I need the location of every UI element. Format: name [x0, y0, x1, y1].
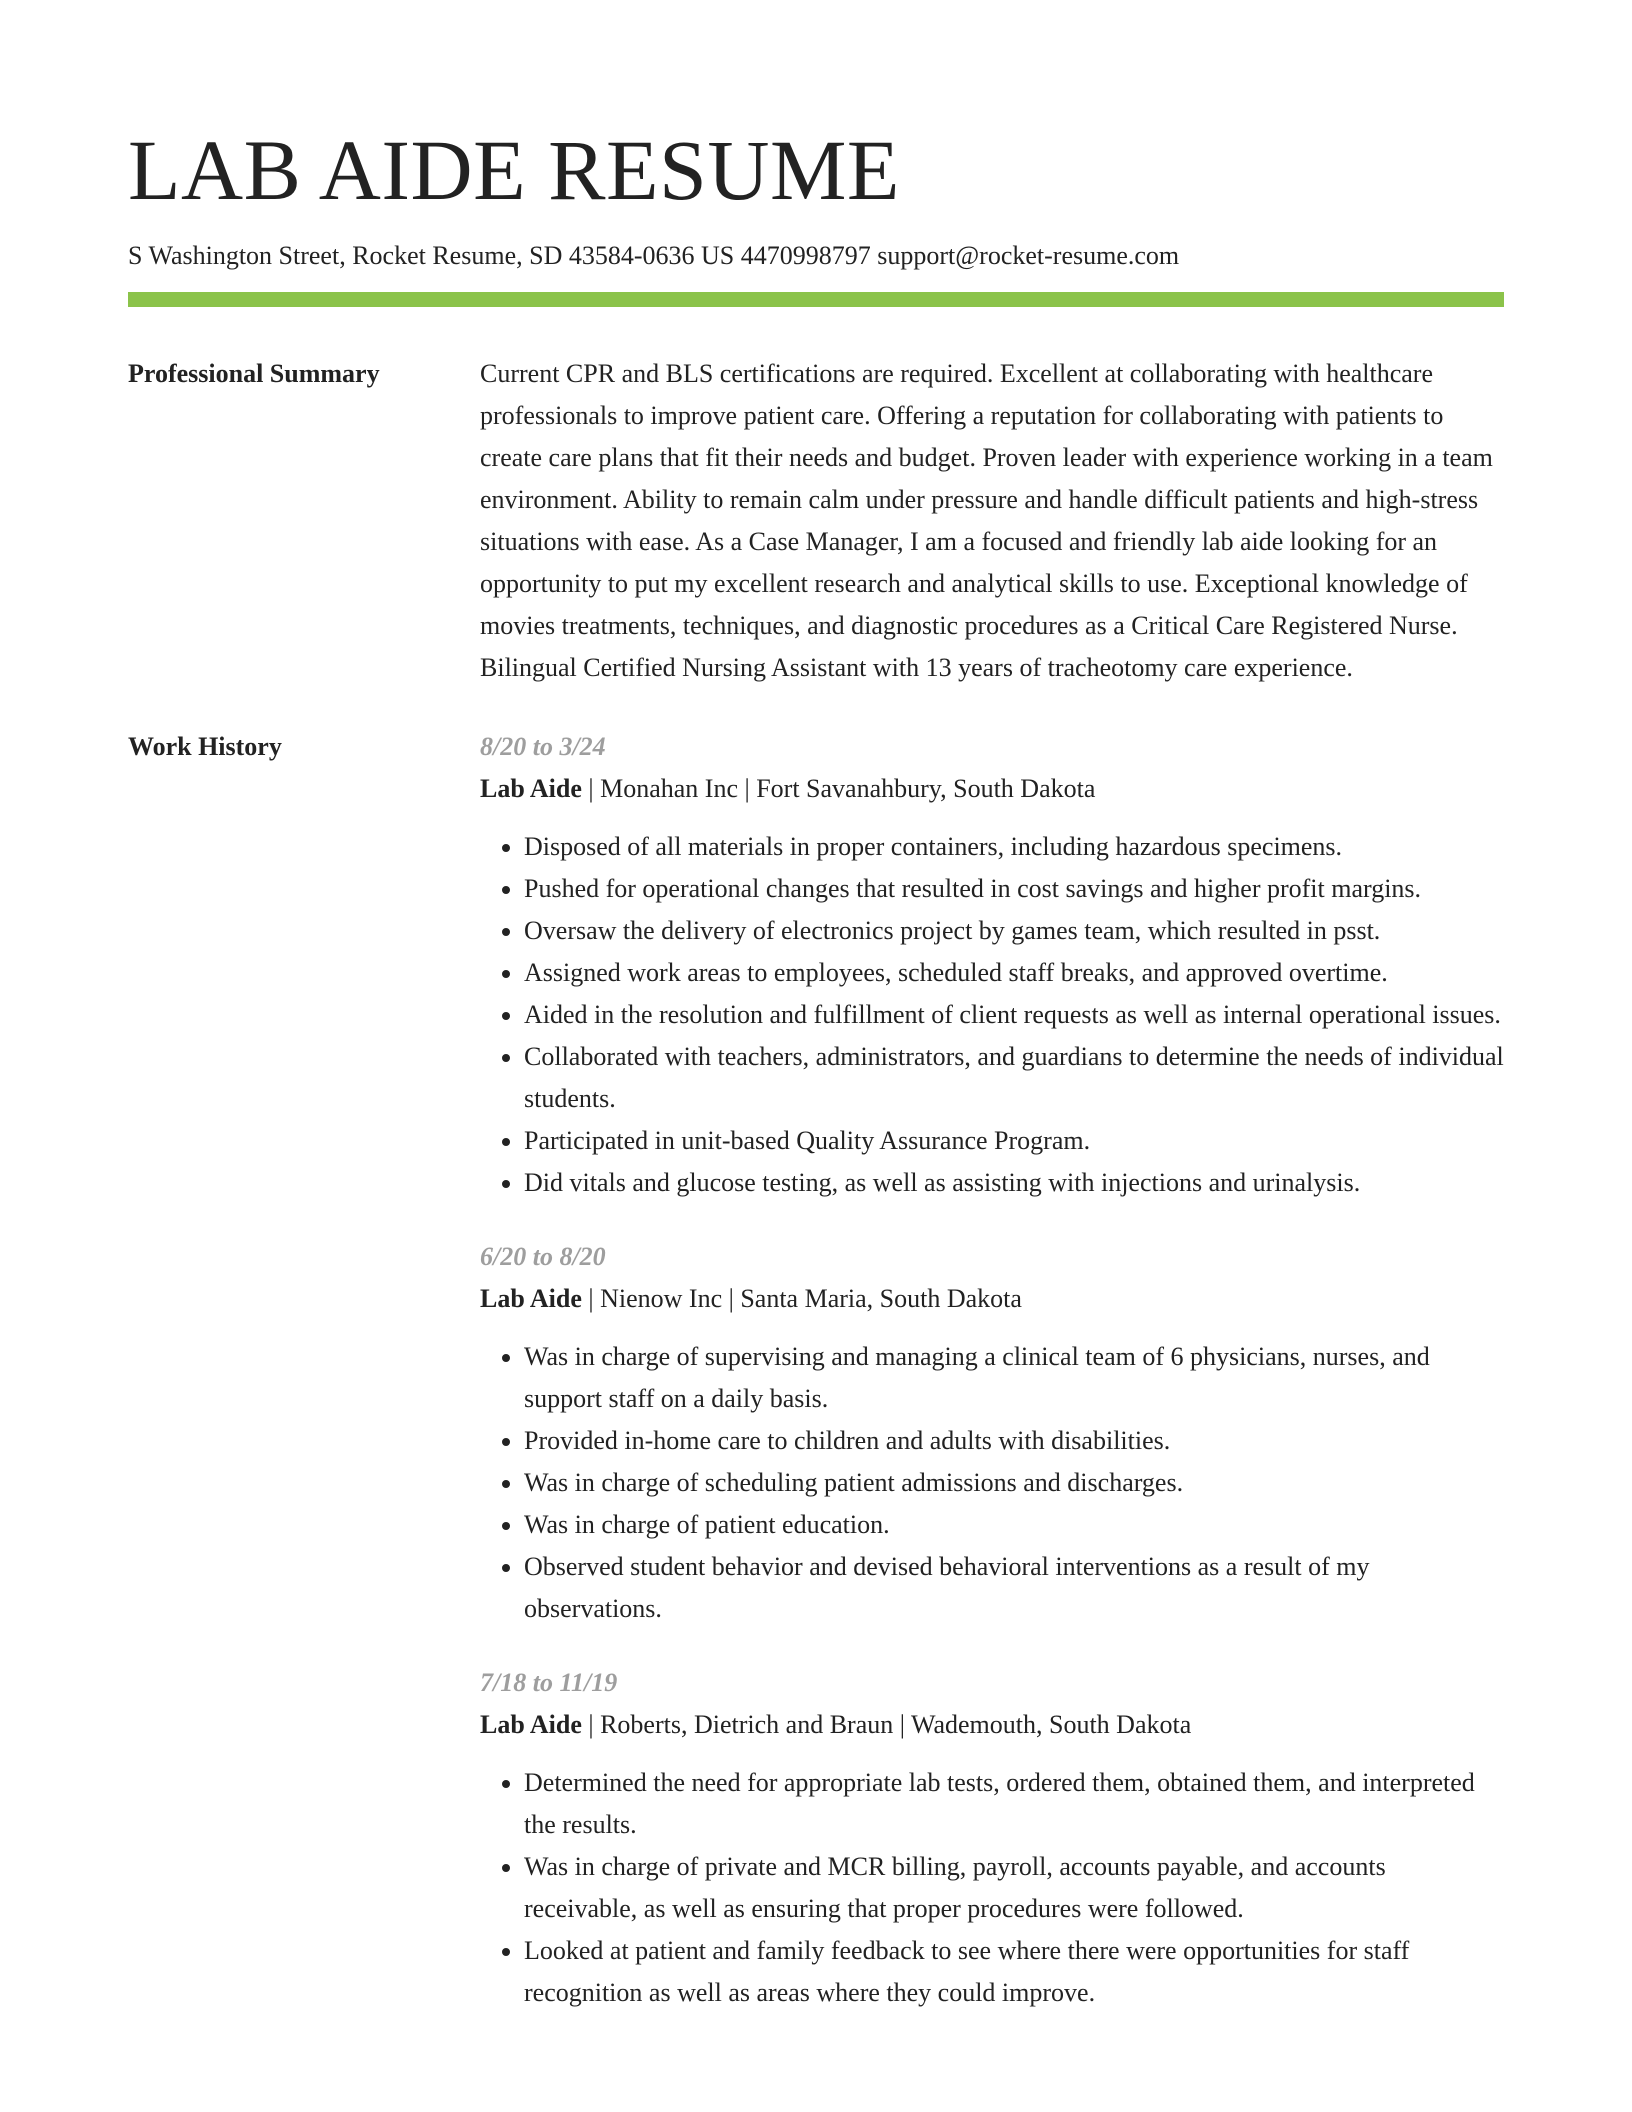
list-item: • Was in charge of private and MCR billing, payroll, accounts payable, and accounts receivable, as well as ensuring that proper procedures were followed. — [524, 1846, 1504, 1930]
list-item: • Looked at patient and family feedback to see where there were opportunities for staff recognition as well as areas where they could improve. — [524, 1930, 1504, 2014]
job-title: Lab Aide — [480, 1710, 582, 1739]
list-item: • Oversaw the delivery of electronics project by games team, which resulted in psst. — [524, 910, 1504, 952]
separator: | — [588, 1710, 594, 1739]
job-bullets — [480, 826, 1504, 1204]
contact-info: S Washington Street, Rocket Resume, SD 43584-0636 US 4470998797 support@rocket-resume.com — [128, 241, 1180, 270]
job-entry — [480, 1662, 1504, 2014]
list-item: • Participated in unit-based Quality Assurance Program. — [524, 1120, 1504, 1162]
list-item: • Assigned work areas to employees, scheduled staff breaks, and approved overtime. — [524, 952, 1504, 994]
list-item: • Was in charge of scheduling patient admissions and discharges. — [524, 1462, 1504, 1504]
job-company: Monahan Inc — [600, 774, 738, 803]
professional-summary-section — [128, 353, 1504, 689]
section-title-summary: Professional Summary — [128, 359, 380, 388]
list-item: • Determined the need for appropriate lab tests, ordered them, obtained them, and interpreted the results. — [524, 1762, 1504, 1846]
job-company: Roberts, Dietrich and Braun — [600, 1710, 894, 1739]
job-entry — [480, 726, 1504, 1204]
job-heading — [480, 768, 1504, 810]
list-item: • Observed student behavior and devised behavioral interventions as a result of my observations. — [524, 1546, 1504, 1630]
separator: | — [728, 1284, 734, 1313]
job-bullets — [480, 1336, 1504, 1630]
list-item: • Collaborated with teachers, administrators, and guardians to determine the needs of individual students. — [524, 1036, 1504, 1120]
work-history-body — [480, 726, 1504, 2046]
job-dates: 6/20 to 8/20 — [480, 1242, 606, 1271]
job-heading — [480, 1704, 1504, 1746]
header-divider — [128, 292, 1504, 307]
job-title: Lab Aide — [480, 1284, 582, 1313]
summary-body — [480, 353, 1504, 689]
job-company: Nienow Inc — [600, 1284, 723, 1313]
list-item: • Was in charge of patient education. — [524, 1504, 1504, 1546]
job-location: Fort Savanahbury, South Dakota — [756, 774, 1096, 803]
summary-text: Current CPR and BLS certifications are required. Excellent at collaborating with healthcare professionals to improve patient care. Offering a reputation for collaborating with patients to create care plans that fit their needs and budget. Proven leader with experience working in a team environment. Ability to remain calm under pressure and handle difficult patients and high-stress situations with ease. As a Case Manager, I am a focused and friendly lab aide looking for an opportunity to put my excellent research and analytical skills to use. Exceptional knowledge of movies treatments, techniques, and diagnostic procedures as a Critical Care Registered Nurse. Bilingual Certified Nursing Assistant with 13 years of tracheotomy care experience. — [480, 359, 1493, 682]
list-item: • Aided in the resolution and fulfillment of client requests as well as internal operational issues. — [524, 994, 1504, 1036]
list-item: • Was in charge of supervising and managing a clinical team of 6 physicians, nurses, and support staff on a daily basis. — [524, 1336, 1504, 1420]
list-item: • Provided in-home care to children and adults with disabilities. — [524, 1420, 1504, 1462]
section-title-work-history: Work History — [128, 732, 282, 761]
job-location: Santa Maria, South Dakota — [740, 1284, 1022, 1313]
list-item: • Did vitals and glucose testing, as well as assisting with injections and urinalysis. — [524, 1162, 1504, 1204]
list-item: • Pushed for operational changes that resulted in cost savings and higher profit margins. — [524, 868, 1504, 910]
job-dates: 8/20 to 3/24 — [480, 732, 606, 761]
separator: | — [588, 1284, 594, 1313]
separator: | — [588, 774, 594, 803]
job-dates: 7/18 to 11/19 — [480, 1668, 618, 1697]
resume-page — [128, 0, 1504, 2046]
resume-title: LAB AIDE RESUME — [128, 122, 900, 218]
job-location: Wademouth, South Dakota — [911, 1710, 1192, 1739]
job-entry — [480, 1236, 1504, 1630]
job-bullets — [480, 1762, 1504, 2014]
separator: | — [744, 774, 750, 803]
list-item: • Disposed of all materials in proper containers, including hazardous specimens. — [524, 826, 1504, 868]
job-heading — [480, 1278, 1504, 1320]
separator: | — [899, 1710, 905, 1739]
job-title: Lab Aide — [480, 774, 582, 803]
work-history-section — [128, 726, 1504, 2046]
